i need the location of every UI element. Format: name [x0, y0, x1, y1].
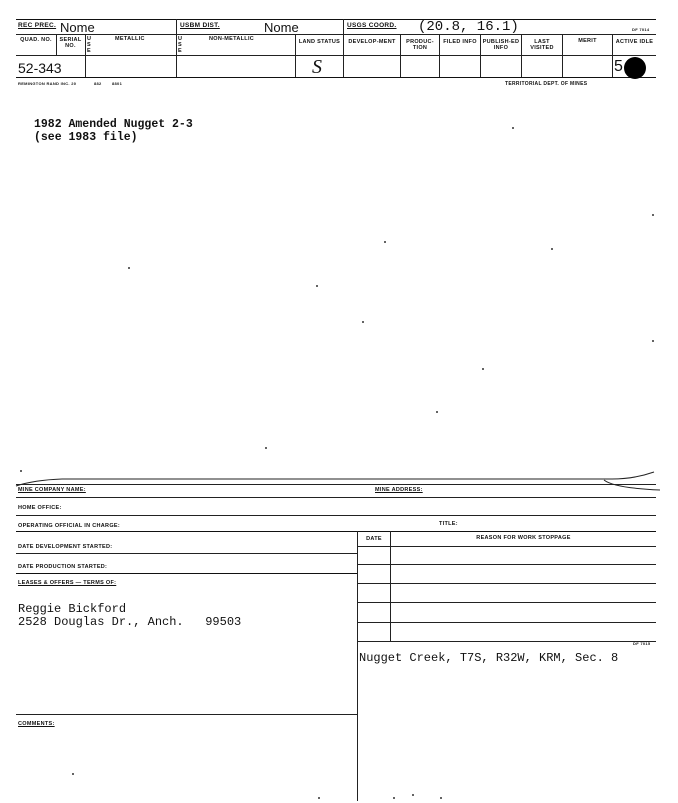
development-label: DEVELOP-MENT	[348, 39, 396, 45]
location-text: Nugget Creek, T7S, R32W, KRM, Sec. 8	[359, 651, 619, 665]
usgs-coord-value: (20.8, 16.1)	[418, 19, 519, 35]
form-code: DF 7014	[632, 27, 650, 32]
operating-official-label: OPERATING OFFICIAL IN CHARGE:	[18, 523, 120, 529]
production-label: PRODUC-TION	[406, 39, 434, 51]
filed-info-label: FILED INFO	[443, 39, 477, 45]
use2-label: U S E	[178, 36, 183, 54]
printer-line: REMINGTON RAND INC. 20	[18, 81, 77, 86]
usbm-dist-label: USBM DIST.	[180, 22, 220, 29]
leases-line-2: 2528 Douglas Dr., Anch. 99503	[18, 615, 242, 629]
merit-label: MERIT	[578, 38, 597, 44]
rec-prec-label: REC PREC.	[18, 22, 57, 29]
usgs-coord-label: USGS COORD.	[347, 22, 397, 29]
last-visited-label: LAST VISITED	[530, 39, 554, 51]
leases-line-1: Reggie Bickford	[18, 602, 127, 616]
land-status-value: S	[312, 56, 322, 78]
land-status-label: LAND STATUS	[298, 39, 341, 45]
usbm-dist-value: Nome	[264, 20, 299, 35]
note-line-1: 1982 Amended Nugget 2-3	[34, 118, 193, 131]
published-info-label: PUBLISH-ED INFO	[482, 39, 520, 51]
date-prod-started-label: DATE PRODUCTION STARTED:	[18, 564, 108, 570]
quad-label: QUAD. NO.	[20, 37, 52, 43]
metallic-label: METALLIC	[115, 36, 145, 42]
leases-label: LEASES & OFFERS — TERMS OF:	[18, 580, 117, 586]
date-col-label: DATE	[366, 536, 382, 542]
nonmetallic-label: NON-METALLIC	[209, 36, 255, 42]
dept-line: TERRITORIAL DEPT. OF MINES	[505, 81, 588, 87]
serial-label: SERIAL NO.	[59, 37, 82, 49]
rec-prec-value: Nome	[60, 20, 95, 35]
card-edge	[14, 470, 662, 492]
use-label: U S E	[87, 36, 92, 54]
home-office-label: HOME OFFICE:	[18, 505, 62, 511]
date-dev-started-label: DATE DEVELOPMENT STARTED:	[18, 544, 113, 550]
mine-address-label: MINE ADDRESS:	[375, 487, 423, 493]
active-idle-label: ACTIVE IDLE	[615, 39, 654, 45]
title-label: TITLE:	[439, 521, 458, 527]
quad-value: 52-343	[18, 60, 62, 76]
note-line-2: (see 1983 file)	[34, 131, 138, 144]
active-dot-icon	[624, 57, 646, 79]
printer-code1: 882	[94, 81, 102, 86]
comments-label: COMMENTS:	[18, 721, 55, 727]
merit-value: 5	[614, 58, 623, 75]
printer-code2: 8801	[112, 81, 123, 86]
mine-company-name-label: MINE COMPANY NAME:	[18, 487, 86, 493]
form-code2: DF 7015	[633, 641, 651, 646]
reason-col-label: REASON FOR WORK STOPPAGE	[476, 535, 571, 541]
